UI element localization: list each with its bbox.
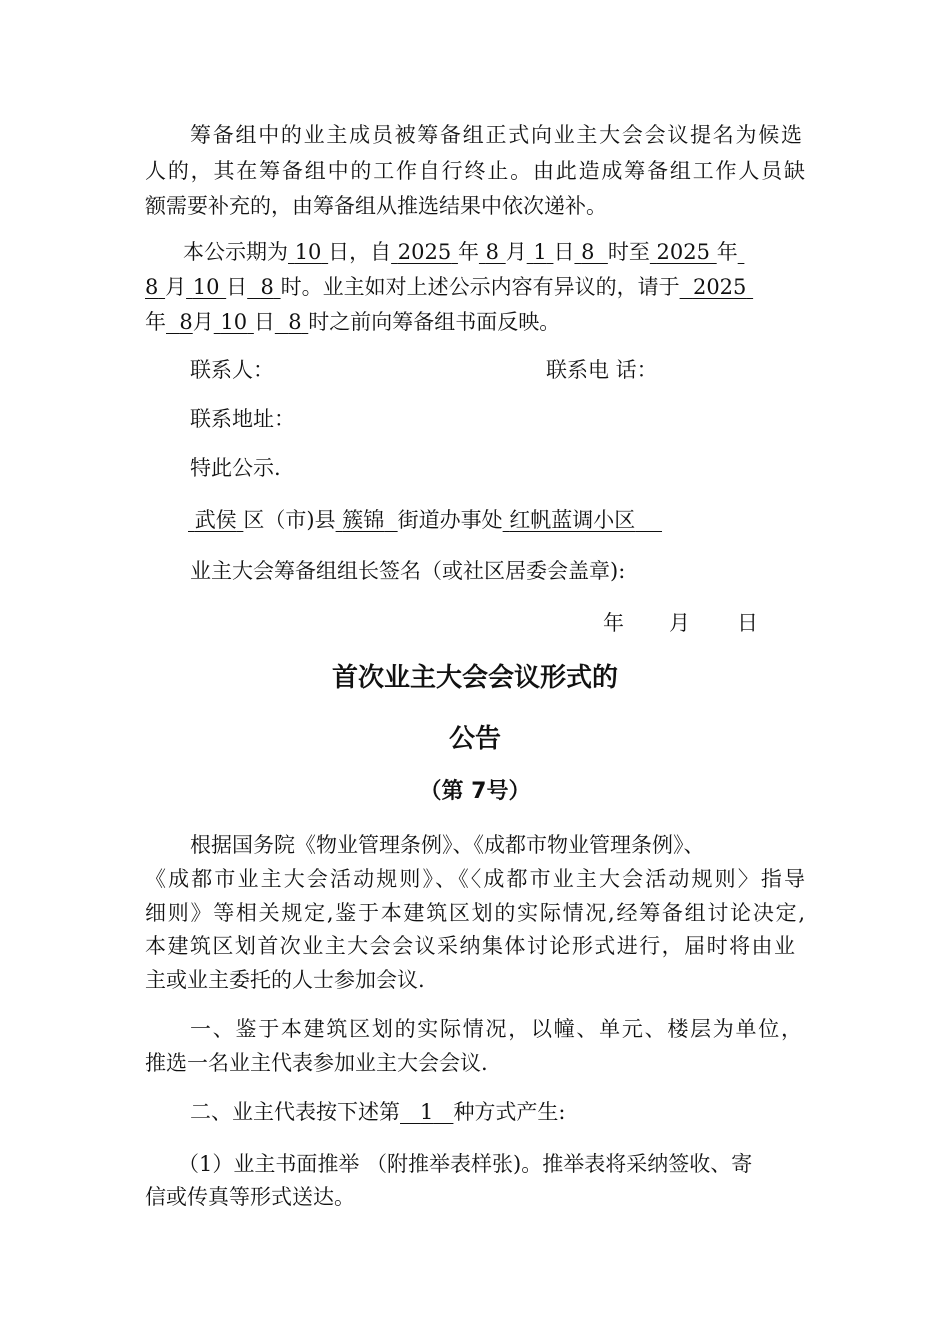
end-year: 2025 bbox=[656, 240, 710, 264]
intro-line5: 主或业主委托的人士参加会议. bbox=[145, 968, 425, 992]
publicity-line1: 本公示期为 10 日，自 2025 年 8 月 1 日 8 时至 2025 年 bbox=[183, 240, 738, 264]
objection-month: 8 bbox=[179, 310, 193, 334]
objection-year: 2025 bbox=[692, 275, 747, 299]
intro-line1: 根据国务院《物业管理条例》、《成都市物业管理条例》、 bbox=[190, 833, 705, 857]
method1-line2: 信或传真等形式送达。 bbox=[145, 1185, 355, 1209]
contact-person-label: 联系人： bbox=[190, 358, 274, 382]
start-day: 1 bbox=[533, 240, 547, 264]
para1-line1: 筹备组中的业主成员被筹备组正式向业主大会会议提名为候选 bbox=[190, 123, 802, 147]
date-day: 日 bbox=[737, 611, 758, 635]
announcement-number: （第 7号） bbox=[419, 779, 531, 804]
start-year: 2025 bbox=[397, 240, 452, 264]
date-month: 月 bbox=[669, 611, 690, 635]
announcement-title-line2: 公告 bbox=[448, 724, 501, 754]
intro-line3: 细则》等相关规定,鉴于本建筑区划的实际情况,经筹备组讨论决定, bbox=[145, 901, 805, 925]
publicity-line2: 8 月 10 日 8 时。业主如对上述公示内容有异议的，请于 2025 bbox=[145, 272, 805, 302]
announcement-title-line1: 首次业主大会会议形式的 bbox=[331, 663, 618, 693]
item2-line: 二、业主代表按下述第 1 种方式产生: bbox=[190, 1100, 566, 1124]
contact-phone-label: 联系电 话： bbox=[546, 358, 658, 382]
publicity-days: 10 bbox=[294, 240, 322, 264]
start-month: 8 bbox=[485, 240, 499, 264]
para1-line2: 人的，其在筹备组中的工作自行终止。由此造成筹备组工作人员缺 bbox=[145, 159, 805, 183]
objection-day: 10 bbox=[220, 310, 248, 334]
intro-line2: 《成都市业主大会活动规则》、《〈成都市业主大会活动规则〉指导 bbox=[145, 867, 805, 891]
district: 武侯 bbox=[194, 508, 237, 532]
street: 簇锦 bbox=[342, 508, 385, 532]
community: 红帆蓝调小区 bbox=[509, 508, 636, 532]
item1-line2: 推选一名业主代表参加业主大会会议. bbox=[145, 1051, 488, 1075]
contact-address-label: 联系地址： bbox=[190, 407, 295, 431]
end-day: 10 bbox=[192, 275, 220, 299]
notice-end: 特此公示. bbox=[190, 456, 281, 480]
method-choice: 1 bbox=[420, 1100, 434, 1124]
objection-hour: 8 bbox=[288, 310, 302, 334]
end-month: 8 bbox=[145, 275, 159, 299]
location-line: 武侯 区（市)县 簇锦 街道办事处 红帆蓝调小区 bbox=[188, 505, 848, 535]
date-year: 年 bbox=[603, 611, 624, 635]
start-hour: 8 bbox=[581, 240, 595, 264]
publicity-line3: 年 8月 10 日 8 时之前向筹备组书面反映。 bbox=[145, 310, 561, 334]
method1-line1: （1）业主书面推举 （附推举表样张)。推举表将采纳签收、寄 bbox=[178, 1152, 753, 1176]
signature-label: 业主大会筹备组组长签名（或社区居委会盖章): bbox=[190, 559, 626, 583]
item1-line1: 一、鉴于本建筑区划的实际情况，以幢、单元、楼层为单位， bbox=[190, 1017, 802, 1041]
intro-line4: 本建筑区划首次业主大会会议采纳集体讨论形式进行，届时将由业 bbox=[145, 934, 795, 958]
para1-line3: 额需要补充的，由筹备组从推选结果中依次递补。 bbox=[145, 194, 607, 218]
end-hour: 8 bbox=[260, 275, 274, 299]
